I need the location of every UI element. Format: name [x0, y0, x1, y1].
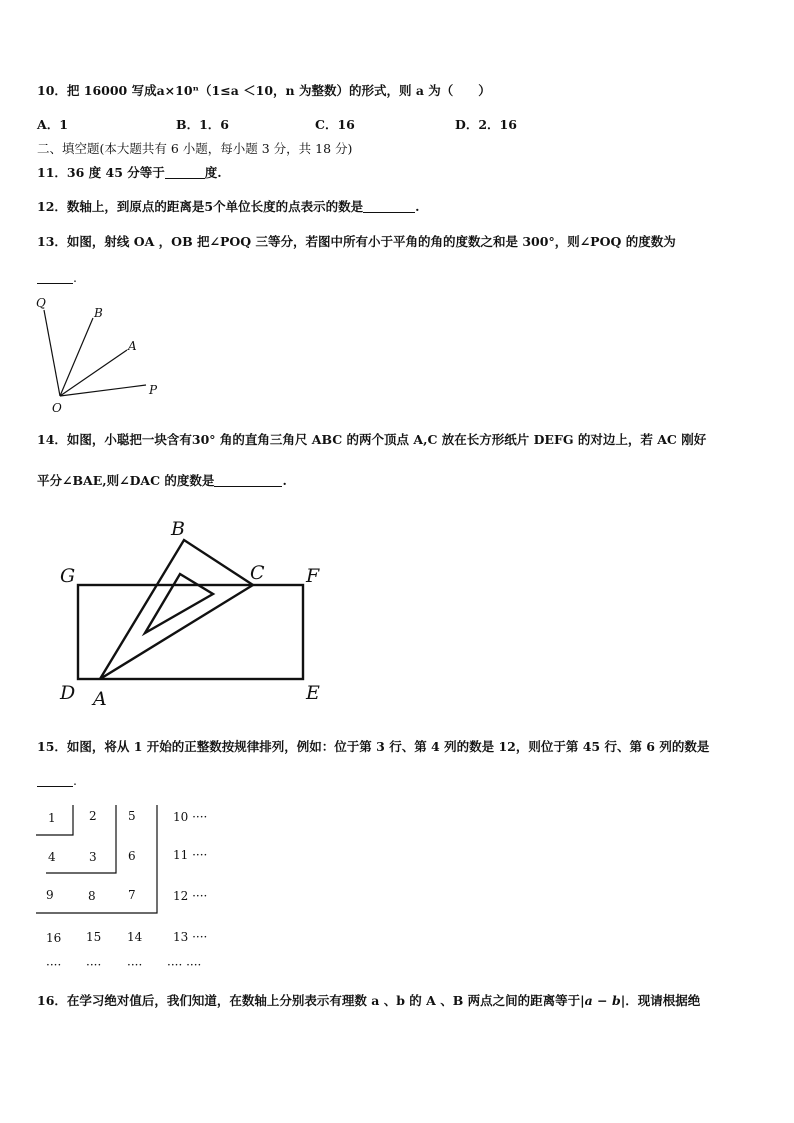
section-heading-fill-in: 二、填空题(本大题共有 6 小题，每小题 3 分，共 18 分)	[37, 141, 353, 156]
grid-cell: ····	[127, 958, 143, 972]
grid-bracket-2	[46, 805, 116, 873]
grid-cell: 3	[89, 850, 97, 864]
q15-text-end: .	[73, 773, 77, 788]
grid-cell: ····	[46, 958, 62, 972]
q10-option-b: B．1．6	[176, 117, 229, 132]
grid-cell: 7	[128, 888, 136, 902]
grid-cell: 9	[46, 888, 54, 902]
grid-cell: 4	[48, 850, 56, 864]
label-q: Q	[36, 296, 46, 310]
triangle-abc-inner	[145, 574, 213, 633]
label-f: F	[306, 565, 320, 587]
label-e: E	[306, 682, 320, 704]
q11-answer-blank[interactable]	[165, 166, 205, 179]
q15-number-grid-figure	[36, 800, 236, 980]
rectangle-defg	[78, 585, 303, 679]
q13-answer-line	[37, 270, 77, 286]
ray-oq	[44, 310, 60, 396]
label-p: P	[149, 383, 158, 397]
label-a: A	[93, 688, 107, 710]
grid-cell: 1	[48, 811, 56, 825]
q10-stem: 10．把 16000 写成a×10ⁿ（1≤a ＜10，n 为整数）的形式，则 a 为（ ）	[37, 83, 491, 98]
grid-cell: 16	[46, 931, 62, 945]
q15-answer-blank[interactable]	[37, 774, 73, 787]
q13-angle-figure	[30, 290, 180, 420]
q10-option-a: A．1	[37, 117, 68, 132]
grid-cell: 6	[128, 849, 136, 863]
grid-cell: 11 ····	[173, 848, 208, 862]
q16-text-tail: ．现请根据绝	[625, 993, 701, 1008]
label-a: A	[128, 339, 137, 353]
label-o: O	[52, 401, 62, 415]
q10-option-c: C．16	[315, 117, 355, 132]
q16-text: 16．在学习绝对值后，我们知道，在数轴上分别表示有理数 a 、b 的 A 、B 两点之间的距离等于	[37, 993, 581, 1008]
grid-cell: 15	[86, 930, 102, 944]
q16-stem	[37, 993, 700, 1009]
grid-cell: 10 ····	[173, 810, 208, 824]
q12-text-end: .	[415, 199, 420, 214]
triangle-abc-outer	[100, 540, 253, 679]
label-g: G	[60, 565, 76, 587]
label-b: B	[171, 518, 185, 540]
q12-answer-blank[interactable]	[363, 200, 415, 213]
grid-cell: 2	[89, 809, 97, 823]
q14-stem-line2	[37, 473, 287, 489]
q11-stem	[37, 165, 222, 181]
q13-answer-blank[interactable]	[37, 271, 73, 284]
label-d: D	[60, 682, 76, 704]
grid-cell: 12 ····	[173, 889, 208, 903]
q13-text-end: .	[73, 270, 77, 285]
q15-stem: 15．如图，将从 1 开始的正整数按规律排列，例如：位于第 3 行、第 4 列的数是 12，则位于第 45 行、第 6 列的数是	[37, 739, 710, 754]
q14-text-end: .	[282, 473, 287, 488]
q14-rectangle-triangle-figure	[50, 512, 350, 712]
q15-answer-line	[37, 773, 77, 789]
label-b: B	[94, 306, 103, 320]
q10-option-d: D．2．16	[455, 117, 517, 132]
grid-cell: 14	[127, 930, 143, 944]
q14-stem-line1: 14．如图，小聪把一块含有30° 角的直角三角尺 ABC 的两个顶点 A,C 放在长方形纸片 DEFG 的对边上，若 AC 刚好	[37, 432, 707, 447]
q14-answer-blank[interactable]	[214, 474, 282, 487]
grid-cell: ····	[86, 958, 102, 972]
grid-cell: 13 ····	[173, 930, 208, 944]
grid-cell: 5	[128, 809, 136, 823]
grid-cell: 8	[88, 889, 96, 903]
label-c: C	[250, 562, 265, 584]
q16-abs-expression: |a − b|	[580, 993, 626, 1008]
q11-text-end: 度.	[204, 165, 222, 180]
q13-stem: 13．如图，射线 OA ，OB 把∠POQ 三等分，若图中所有小于平角的角的度数之和是 300°，则∠POQ 的度数为	[37, 234, 676, 249]
q11-text: 11．36 度 45 分等于	[37, 165, 165, 180]
grid-cell: ···· ····	[167, 958, 202, 972]
q14-text: 平分∠BAE,则∠DAC 的度数是	[37, 473, 215, 488]
q12-stem	[37, 199, 419, 215]
q12-text: 12．数轴上，到原点的距离是5个单位长度的点表示的数是	[37, 199, 364, 214]
